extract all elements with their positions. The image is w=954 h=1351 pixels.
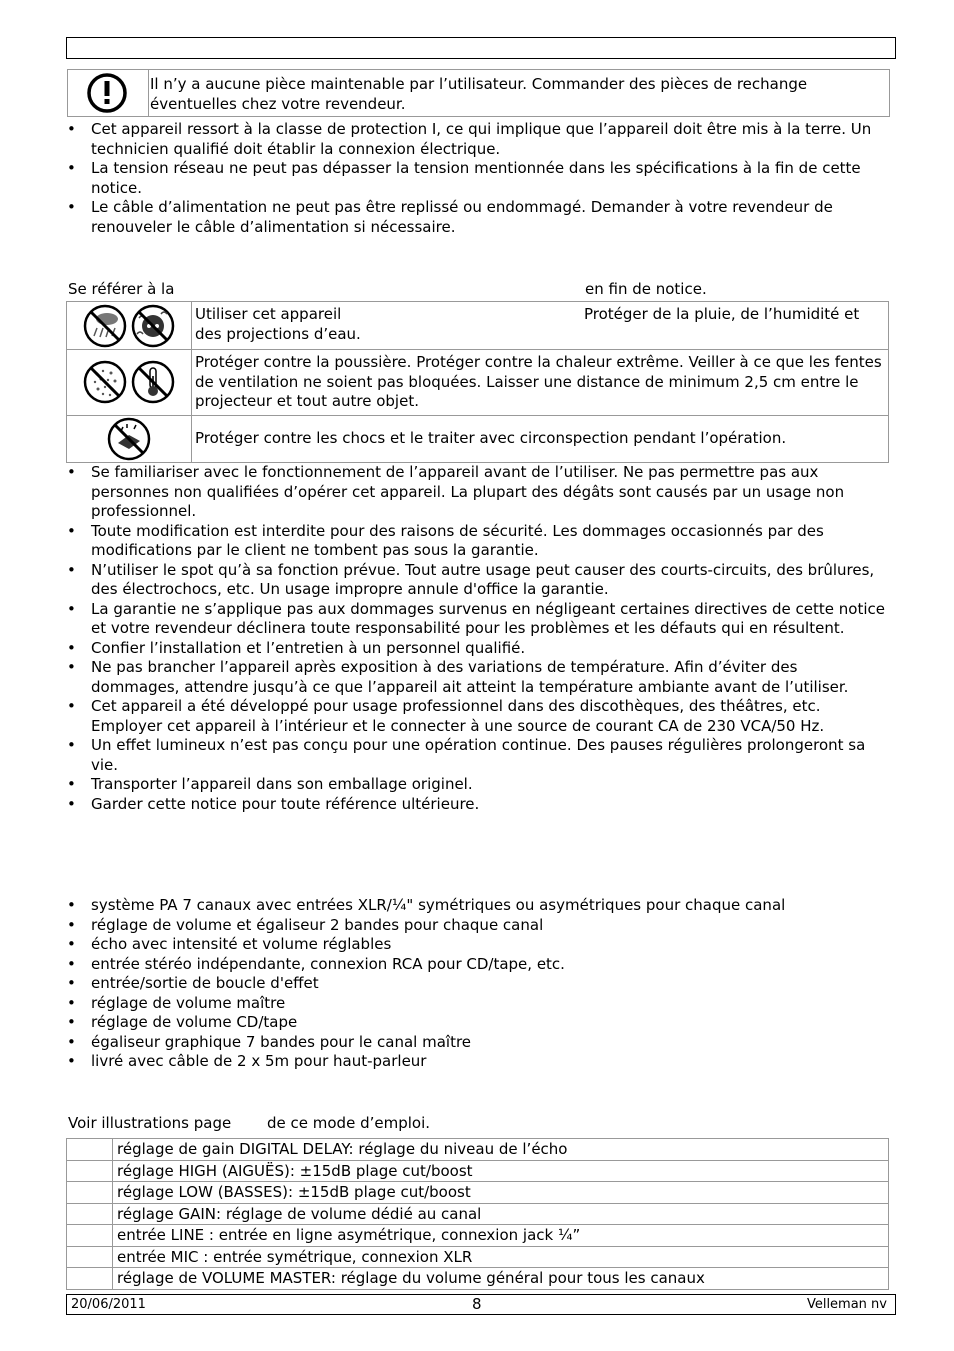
guideline-text-cell: Protéger contre les chocs et le traiter avec circonspection pendant l’opération.	[192, 415, 889, 462]
overview-cell: entrée LINE : entrée en ligne asymétrique, connexion jack ¼”	[113, 1225, 889, 1247]
list-item: • entrée stéréo indépendante, connexion RCA pour CD/tape, etc.	[67, 955, 887, 975]
list-item: • Se familiariser avec le fonctionnement de l’appareil avant de l’utiliser. Ne pas permettre pas aux personnes non qualifiées d’opérer cet appareil. La plupart des dégâts sont causés par un usage non professionnel.	[67, 463, 889, 522]
icon-cell	[67, 350, 192, 416]
list-item: • Garder cette notice pour toute référence ultérieure.	[67, 795, 889, 815]
table-row	[67, 1182, 889, 1204]
overview-cell: réglage LOW (BASSES): ±15dB plage cut/boost	[113, 1182, 889, 1204]
overview-intro-left: Voir illustrations page	[68, 1114, 232, 1132]
no-plug-splash-icon	[131, 304, 175, 348]
list-item: • Confier l’installation et l’entretien à un personnel qualifié.	[67, 639, 889, 659]
no-shock-drop-icon	[107, 417, 151, 461]
warning-icon-cell	[68, 70, 149, 116]
guidelines-intro-right: en fin de notice.	[585, 280, 707, 298]
table-row	[67, 350, 889, 416]
overview-cell: réglage HIGH (AIGUËS): ±15dB plage cut/boost	[113, 1160, 889, 1182]
page-footer	[66, 1294, 896, 1315]
guideline-text-cell	[192, 302, 889, 350]
features-list	[67, 896, 887, 1072]
no-dust-icon	[83, 360, 127, 404]
list-item: • entrée/sortie de boucle d'effet	[67, 974, 887, 994]
guideline-text-cell: Protéger contre la poussière. Protéger contre la chaleur extrême. Veiller à ce que les fentes de ventilation ne soient pas bloquées. Laisser une distance de minimum 2,5 cm entre le projecteur et tout autre objet.	[192, 350, 889, 416]
list-item: • système PA 7 canaux avec entrées XLR/¼" symétriques ou asymétriques pour chaque canal	[67, 896, 887, 916]
list-item: • Transporter l’appareil dans son emballage originel.	[67, 775, 889, 795]
table-row	[67, 1268, 889, 1290]
guidelines-intro-left: Se référer à la	[68, 280, 175, 298]
exclamation-icon	[68, 70, 148, 116]
guideline-1-left: Utiliser cet appareil	[195, 305, 342, 323]
list-item: • réglage de volume et égaliseur 2 bandes pour chaque canal	[67, 916, 887, 936]
list-item: • Toute modification est interdite pour des raisons de sécurité. Les dommages occasionnés par des modifications par le client ne tombent pas sous la garantie.	[67, 522, 889, 561]
list-item: • La garantie ne s’applique pas aux dommages survenus en négligeant certaines directives de cette notice et votre revendeur déclinera toute responsabilité pour les problèmes et les défauts qui en résultent.	[67, 600, 889, 639]
list-item: • La tension réseau ne peut pas dépasser la tension mentionnée dans les spécifications à la fin de cette notice.	[67, 159, 887, 198]
no-heat-thermometer-icon	[131, 360, 175, 404]
overview-cell: entrée MIC : entrée symétrique, connexion XLR	[113, 1246, 889, 1268]
overview-intro-right: de ce mode d’emploi.	[267, 1114, 431, 1132]
overview-cell: réglage de gain DIGITAL DELAY: réglage du niveau de l’écho	[113, 1139, 889, 1161]
list-item: • égaliseur graphique 7 bandes pour le canal maître	[67, 1033, 887, 1053]
list-item: • N’utiliser le spot qu’à sa fonction prévue. Tout autre usage peut causer des courts-circuits, des brûlures, des électrochocs, etc. Un usage impropre annule d'office la garantie.	[67, 561, 889, 600]
list-item: • écho avec intensité et volume réglables	[67, 935, 887, 955]
icon-cell	[67, 415, 192, 462]
list-item: • Un effet lumineux n’est pas conçu pour une opération continue. Des pauses régulières prolongeront sa vie.	[67, 736, 889, 775]
guideline-1-line2: des projections d’eau.	[195, 324, 361, 343]
table-row	[67, 1160, 889, 1182]
list-item: • Ne pas brancher l’appareil après exposition à des variations de température. Afin d’éviter des dommages, attendre jusqu’à ce que l’appareil ait atteint la température ambiante avant de l’utiliser.	[67, 658, 889, 697]
table-row	[67, 1139, 889, 1161]
page-header-box	[66, 37, 896, 59]
overview-cell: réglage GAIN: réglage de volume dédié au canal	[113, 1203, 889, 1225]
table-row	[67, 1225, 889, 1247]
overview-cell: réglage de VOLUME MASTER: réglage du volume général pour tous les canaux	[113, 1268, 889, 1290]
warning-box	[67, 69, 890, 117]
list-item: • Le câble d’alimentation ne peut pas être replissé ou endommagé. Demander à votre revendeur de renouveler le câble d’alimentation si nécessaire.	[67, 198, 887, 237]
no-rain-icon	[83, 304, 127, 348]
list-item: • Cet appareil a été développé pour usage professionnel dans des discothèques, des théâtres, etc. Employer cet appareil à l’intérieur et le connecter à une source de courant CA de 230 VCA/50 Hz.	[67, 697, 889, 736]
footer-company: Velleman nv	[806, 1297, 887, 1312]
overview-table	[66, 1138, 889, 1290]
guideline-1-right: Protéger de la pluie, de l’humidité et	[584, 305, 860, 323]
table-row	[67, 1246, 889, 1268]
table-row	[67, 415, 889, 462]
general-guidelines-list	[67, 463, 889, 814]
list-item: • réglage de volume CD/tape	[67, 1013, 887, 1033]
table-row	[67, 302, 889, 350]
list-item: • livré avec câble de 2 x 5m pour haut-parleur	[67, 1052, 887, 1072]
warning-text: Il n’y a aucune pièce maintenable par l’utilisateur. Commander des pièces de rechange éventuelles chez votre revendeur.	[150, 75, 808, 113]
table-row	[67, 1203, 889, 1225]
list-item: • réglage de volume maître	[67, 994, 887, 1014]
icon-cell	[67, 302, 192, 350]
list-item: • Cet appareil ressort à la classe de protection I, ce qui implique que l’appareil doit être mis à la terre. Un technicien qualifié doit établir la connexion électrique.	[67, 120, 887, 159]
footer-date: 20/06/2011	[71, 1297, 146, 1312]
guidelines-table	[66, 301, 889, 463]
safety-list	[67, 120, 887, 237]
footer-page-number: 8	[472, 1295, 482, 1313]
